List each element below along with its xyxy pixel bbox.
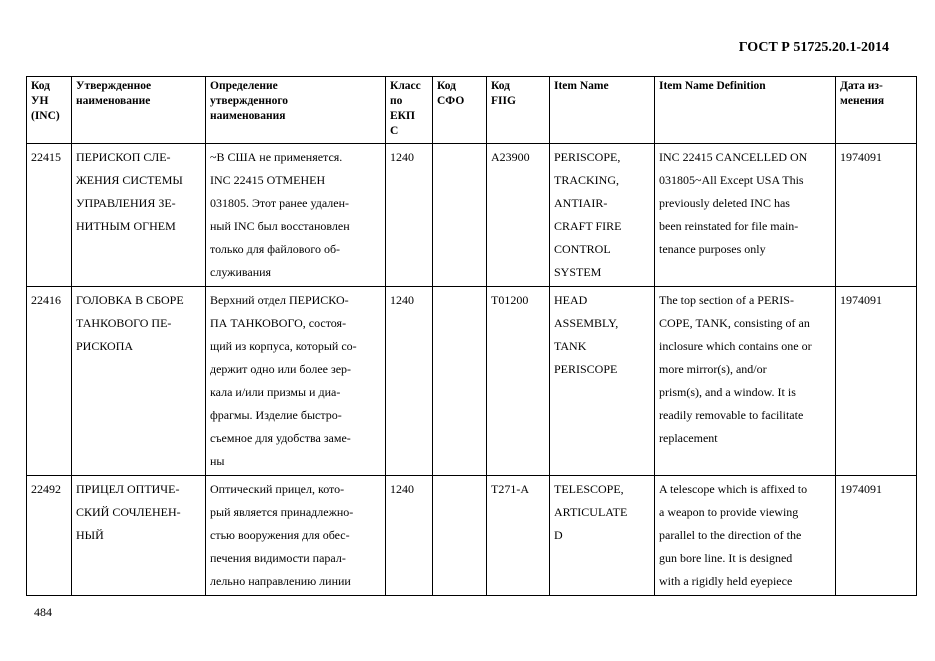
cell-name: ПРИЦЕЛ ОПТИЧЕ- СКИЙ СОЧЛЕНЕН- НЫЙ — [72, 476, 206, 596]
cell-item-definition: INC 22415 CANCELLED ON 031805~All Except USA This previously deleted INC has been reinstated for file main- tenance purposes only — [655, 144, 836, 287]
header-change-date: Дата из- менения — [836, 77, 917, 144]
cell-fiig: A23900 — [487, 144, 550, 287]
cell-date: 1974091 — [836, 144, 917, 287]
header-fiig-code: Код FIIG — [487, 77, 550, 144]
cell-inc: 22415 — [27, 144, 72, 287]
table-row — [27, 476, 917, 596]
cell-fiig: T01200 — [487, 287, 550, 476]
table-row — [27, 287, 917, 476]
header-inc-code: Код УН (INC) — [27, 77, 72, 144]
cell-date: 1974091 — [836, 476, 917, 596]
cell-class: 1240 — [386, 287, 433, 476]
header-item-name: Item Name — [550, 77, 655, 144]
cell-inc: 22416 — [27, 287, 72, 476]
table-header-row — [27, 77, 917, 144]
cell-name: ПЕРИСКОП СЛЕ- ЖЕНИЯ СИСТЕМЫ УПРАВЛЕНИЯ ЗЕ- НИТНЫМ ОГНЕМ — [72, 144, 206, 287]
cell-name: ГОЛОВКА В СБОРЕ ТАНКОВОГО ПЕ- РИСКОПА — [72, 287, 206, 476]
cell-item-definition: A telescope which is affixed to a weapon to provide viewing parallel to the direction of the gun bore line. It is designed with a rigidly held eyepiece — [655, 476, 836, 596]
document-header: ГОСТ Р 51725.20.1-2014 — [738, 40, 889, 55]
header-item-name-definition: Item Name Definition — [655, 77, 836, 144]
header-class: Класс по ЕКП С — [386, 77, 433, 144]
table-row — [27, 144, 917, 287]
cell-item-name: TELESCOPE, ARTICULATE D — [550, 476, 655, 596]
cell-definition: Верхний отдел ПЕРИСКО- ПА ТАНКОВОГО, состоя- щий из корпуса, который со- держит одно или более зер- кала и/или призмы и диа- фрагмы. Изделие быстро- съемное для удобства заме- ны — [206, 287, 386, 476]
cell-class: 1240 — [386, 476, 433, 596]
cell-class: 1240 — [386, 144, 433, 287]
cell-sfo — [433, 144, 487, 287]
cell-fiig: T271-A — [487, 476, 550, 596]
cell-definition: ~В США не применяется. INC 22415 ОТМЕНЕН 031805. Этот ранее удален- ный INC был восстановлен только для файлового об- служивания — [206, 144, 386, 287]
cell-date: 1974091 — [836, 287, 917, 476]
catalog-table — [26, 76, 917, 596]
cell-item-name: HEAD ASSEMBLY, TANK PERISCOPE — [550, 287, 655, 476]
header-approved-definition: Определение утвержденного наименования — [206, 77, 386, 144]
cell-sfo — [433, 287, 487, 476]
cell-sfo — [433, 476, 487, 596]
cell-definition: Оптический прицел, кото- рый является принадлежно- стью вооружения для обес- печения видимости парал- лельно направлению линии — [206, 476, 386, 596]
cell-inc: 22492 — [27, 476, 72, 596]
header-sfo-code: Код СФО — [433, 77, 487, 144]
cell-item-definition: The top section of a PERIS- COPE, TANK, consisting of an inclosure which contains one or more mirror(s), and/or prism(s), and a window. It is readily removable to facilitate replacement — [655, 287, 836, 476]
header-approved-name: Утвержденное наименование — [72, 77, 206, 144]
cell-item-name: PERISCOPE, TRACKING, ANTIAIR- CRAFT FIRE CONTROL SYSTEM — [550, 144, 655, 287]
page-number: 484 — [34, 605, 52, 619]
